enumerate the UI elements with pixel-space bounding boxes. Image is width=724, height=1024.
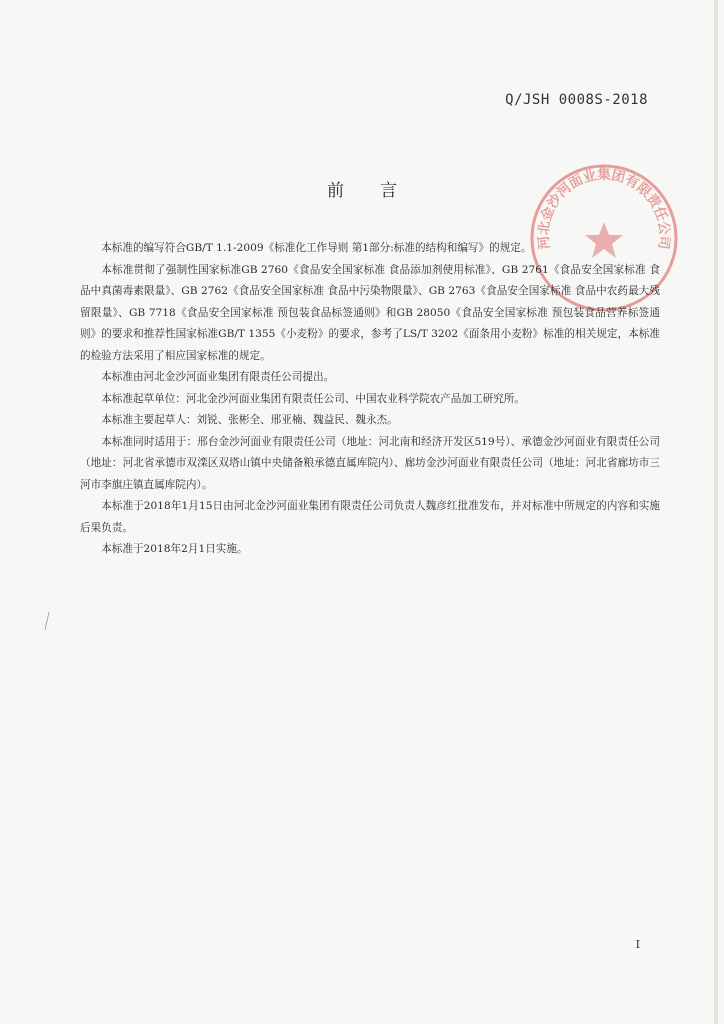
scan-mark <box>44 612 50 630</box>
page-number: I <box>635 938 640 951</box>
document-code: Q/JSH 0008S-2018 <box>505 92 648 108</box>
seal-text: 河北金沙河面业集团有限责任公司 <box>535 167 673 251</box>
paragraph-structure-rules: 本标准的编写符合GB/T 1.1-2009《标准化工作导则 第1部分:标准的结构和编写》的规定。 <box>101 242 532 254</box>
paragraph-implementation-date: 本标准于2018年2月1日实施。 <box>101 543 248 555</box>
paragraph-applicable-companies: 本标准同时适用于：邢台金沙河面业有限责任公司（地址：河北南和经济开发区519号）、承德金沙河面业有限责任公司（地址：河北省承德市双滦区双塔山镇中央储备粮承德直属库院内）、廊坊金沙河面业有限责任公司（地址：河北省廊坊市三河市李旗庄镇直属库院内）。 <box>80 435 660 491</box>
page-title: 前言 <box>327 181 433 201</box>
paragraph-drafting-units: 本标准起草单位：河北金沙河面业集团有限责任公司、中国农业科学院农产品加工研究所。 <box>101 392 525 405</box>
paragraph-proposer: 本标准由河北金沙河面业集团有限责任公司提出。 <box>101 371 335 383</box>
paragraph-referenced-standards: 本标准贯彻了强制性国家标准GB 2760《食品安全国家标准 食品添加剂使用标准》、GB 2761《食品安全国家标准 食品中真菌毒素限量》、GB 2762《食品安全国家标准 食品中污染物限量》、GB 2763《食品安全国家标准 食品中农药最大残留限量》、GB 7718《食品安全国家标准 预包装食品标签通则》和GB 28050《食品安全国家标准 预包装食品营养标签通则》的要求和推荐性国家标准GB/T 1355《小麦粉》的要求，参考了LS/T 3202《面条用小麦粉》标准的相关规定，本标准的检验方法采用了相应国家标准的规定。 <box>80 263 660 362</box>
foreword-body <box>80 238 660 561</box>
paragraph-drafters: 本标准主要起草人：刘锐、张彬全、邢亚楠、魏益民、魏永杰。 <box>101 414 398 426</box>
paragraph-approval: 本标准于2018年1月15日由河北金沙河面业集团有限责任公司负责人魏彦红批准发布，并对标准中所规定的内容和实施后果负责。 <box>80 500 660 534</box>
